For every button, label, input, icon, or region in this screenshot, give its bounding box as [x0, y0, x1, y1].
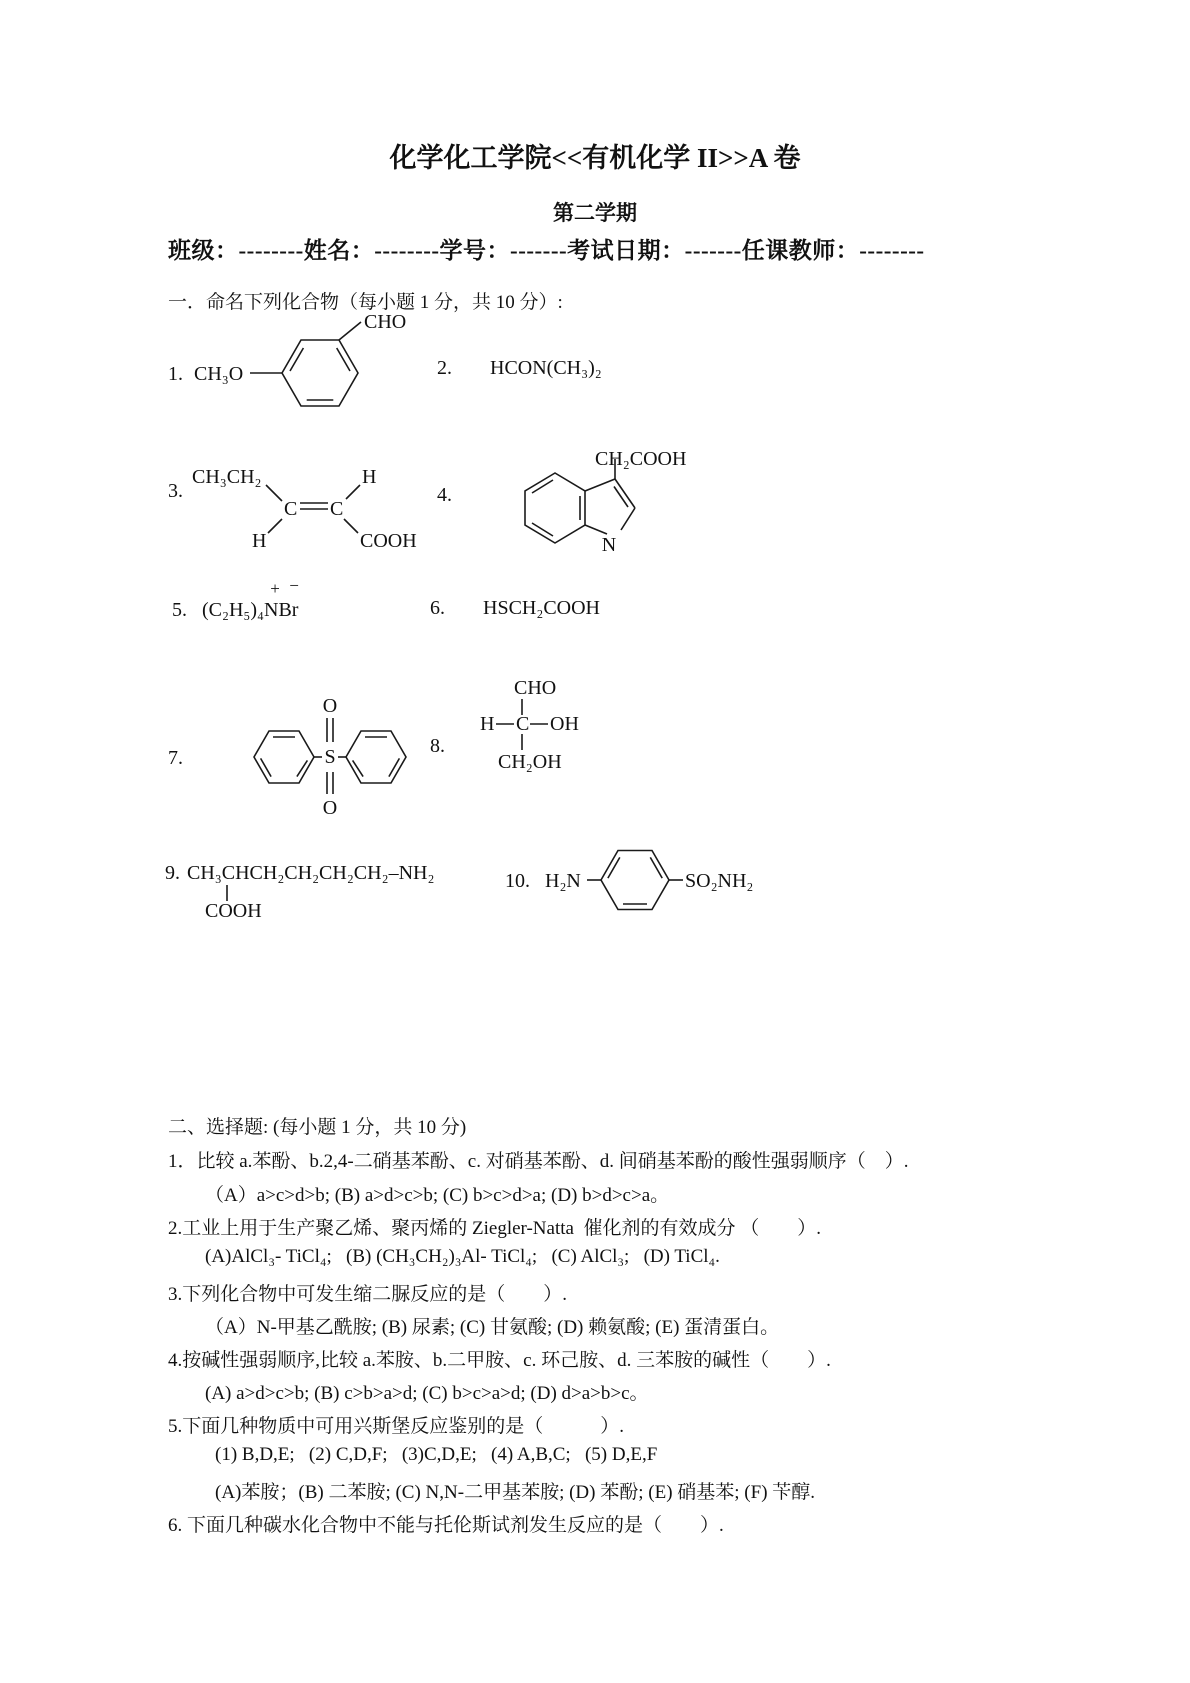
- page-title: 化学化工学院<<有机化学 II>>A 卷: [389, 143, 801, 173]
- section2-heading: 二、选择题: (每小题 1 分，共 10 分): [168, 1117, 467, 1138]
- semester-label: 第二学期: [553, 201, 637, 225]
- question-4-options: (A) a>d>c>b; (B) c>b>a>d; (C) b>c>a>d; (D) d>a>b>c。: [205, 1383, 649, 1404]
- item2-number: 2.: [437, 357, 452, 379]
- oh-label: OH: [550, 713, 579, 735]
- h-bottom-label: H: [252, 530, 267, 552]
- item4-number: 4.: [437, 484, 452, 506]
- ch2oh-label: CH₂OH: [498, 751, 562, 773]
- h2n-label: H₂N: [545, 870, 581, 892]
- item8-number: 8.: [430, 735, 445, 757]
- h-label: H: [480, 713, 495, 735]
- plus-charge: +: [270, 579, 280, 598]
- sulfur-label: S: [324, 746, 336, 768]
- item10-number: 10.: [505, 870, 530, 892]
- ethyl-label: CH₃CH₂: [192, 466, 262, 488]
- item6-formula: HSCH₂COOH: [483, 597, 600, 619]
- cooh-label: COOH: [360, 530, 417, 552]
- question-1-options: （A）a>c>d>b; (B) a>d>c>b; (C) b>c>d>a; (D) b>d>c>a。: [205, 1185, 670, 1206]
- c-right-label: C: [330, 498, 344, 520]
- benzene-ring: [250, 322, 361, 406]
- question-2: 2.工业上用于生产聚乙烯、聚丙烯的 Ziegler-Natta 催化剂的有效成分 （ ）.: [168, 1218, 821, 1239]
- structure-4-indole-acetic-acid: [437, 443, 697, 568]
- structure-5-ammonium-salt: [172, 578, 472, 630]
- c-center-label: C: [516, 713, 530, 735]
- question-3-options: （A）N-甲基乙酰胺; (B) 尿素; (C) 甘氨酸; (D) 赖氨酸; (E) 蛋清蛋白。: [205, 1317, 780, 1338]
- minus-charge: −: [289, 576, 299, 595]
- item5-number: 5.: [172, 599, 187, 621]
- indole-skeleton: [525, 459, 635, 543]
- question-4: 4.按碱性强弱顺序,比较 a.苯胺、b.二甲胺、c. 环己胺、d. 三苯胺的碱性（ ）.: [168, 1350, 831, 1371]
- cho-top-label: CHO: [514, 677, 557, 699]
- question-5-sets: (1) B,D,E; (2) C,D,F; (3)C,D,E; (4) A,B,C; (5) D,E,F: [215, 1444, 658, 1465]
- structure-8-glyceraldehyde: [430, 672, 640, 787]
- question-5-substances: (A)苯胺；(B) 二苯胺; (C) N,N-二甲基苯胺; (D) 苯酚; (E) 硝基苯; (F) 苄醇.: [215, 1482, 816, 1503]
- item2-formula: HCON(CH₃)₂: [490, 357, 602, 379]
- cooh-branch-label: COOH: [205, 900, 262, 922]
- question-2-options: (A)AlCl₃- TiCl₄; (B) (CH₃CH₂)₃Al- TiCl₄; (C) AlCl₃; (D) TiCl₄.: [205, 1246, 720, 1267]
- methoxy-label: CH₃O: [194, 363, 244, 385]
- question-6: 6. 下面几种碳水化合物中不能与托伦斯试剂发生反应的是（ ）.: [168, 1515, 724, 1536]
- item7-number: 7.: [168, 747, 183, 769]
- alkene-skeleton: [266, 485, 360, 533]
- section1-heading: 一．命名下列化合物（每小题 1 分，共 10 分）:: [168, 292, 563, 313]
- structure-3-pentenoic-acid: [168, 455, 448, 557]
- structure-9-amino-acid-chain: [165, 855, 525, 927]
- salt-formula: (C₂H₅)₄NBr: [202, 599, 299, 621]
- h-top-label: H: [362, 466, 377, 488]
- question-5: 5.下面几种物质中可用兴斯堡反应鉴别的是（ ）.: [168, 1416, 625, 1437]
- ch2cooh-label: CH₂COOH: [595, 448, 687, 470]
- oxygen-top-label: O: [322, 695, 338, 717]
- question-3: 3.下列化合物中可发生缩二脲反应的是（ ）.: [168, 1284, 568, 1305]
- cho-label: CHO: [364, 311, 407, 333]
- student-info-line: 班级：--------姓名：--------学号：-------考试日期：-------任课教师：--------: [168, 238, 925, 263]
- question-1: 1．比较 a.苯酚、b.2,4-二硝基苯酚、c. 对硝基苯酚、d. 间硝基苯酚的酸性强弱顺序（ ）.: [168, 1151, 909, 1172]
- so2nh2-label: SO₂NH₂: [685, 870, 754, 892]
- item3-number: 3.: [168, 480, 183, 502]
- structure-10-sulfanilamide: [505, 830, 835, 925]
- structure-7-diphenyl-sulfone: [168, 682, 438, 822]
- item6-number: 6.: [430, 597, 445, 619]
- item9-number: 9.: [165, 862, 180, 884]
- structure-1-methoxybenzaldehyde: [168, 302, 438, 420]
- oxygen-bottom-label: O: [322, 797, 338, 819]
- c-left-label: C: [284, 498, 298, 520]
- benzene-ring: [587, 851, 683, 910]
- indole-n-label: N: [601, 534, 617, 556]
- item1-number: 1.: [168, 363, 183, 385]
- chain-formula: CH₃CHCH₂CH₂CH₂CH₂–NH₂: [187, 862, 435, 884]
